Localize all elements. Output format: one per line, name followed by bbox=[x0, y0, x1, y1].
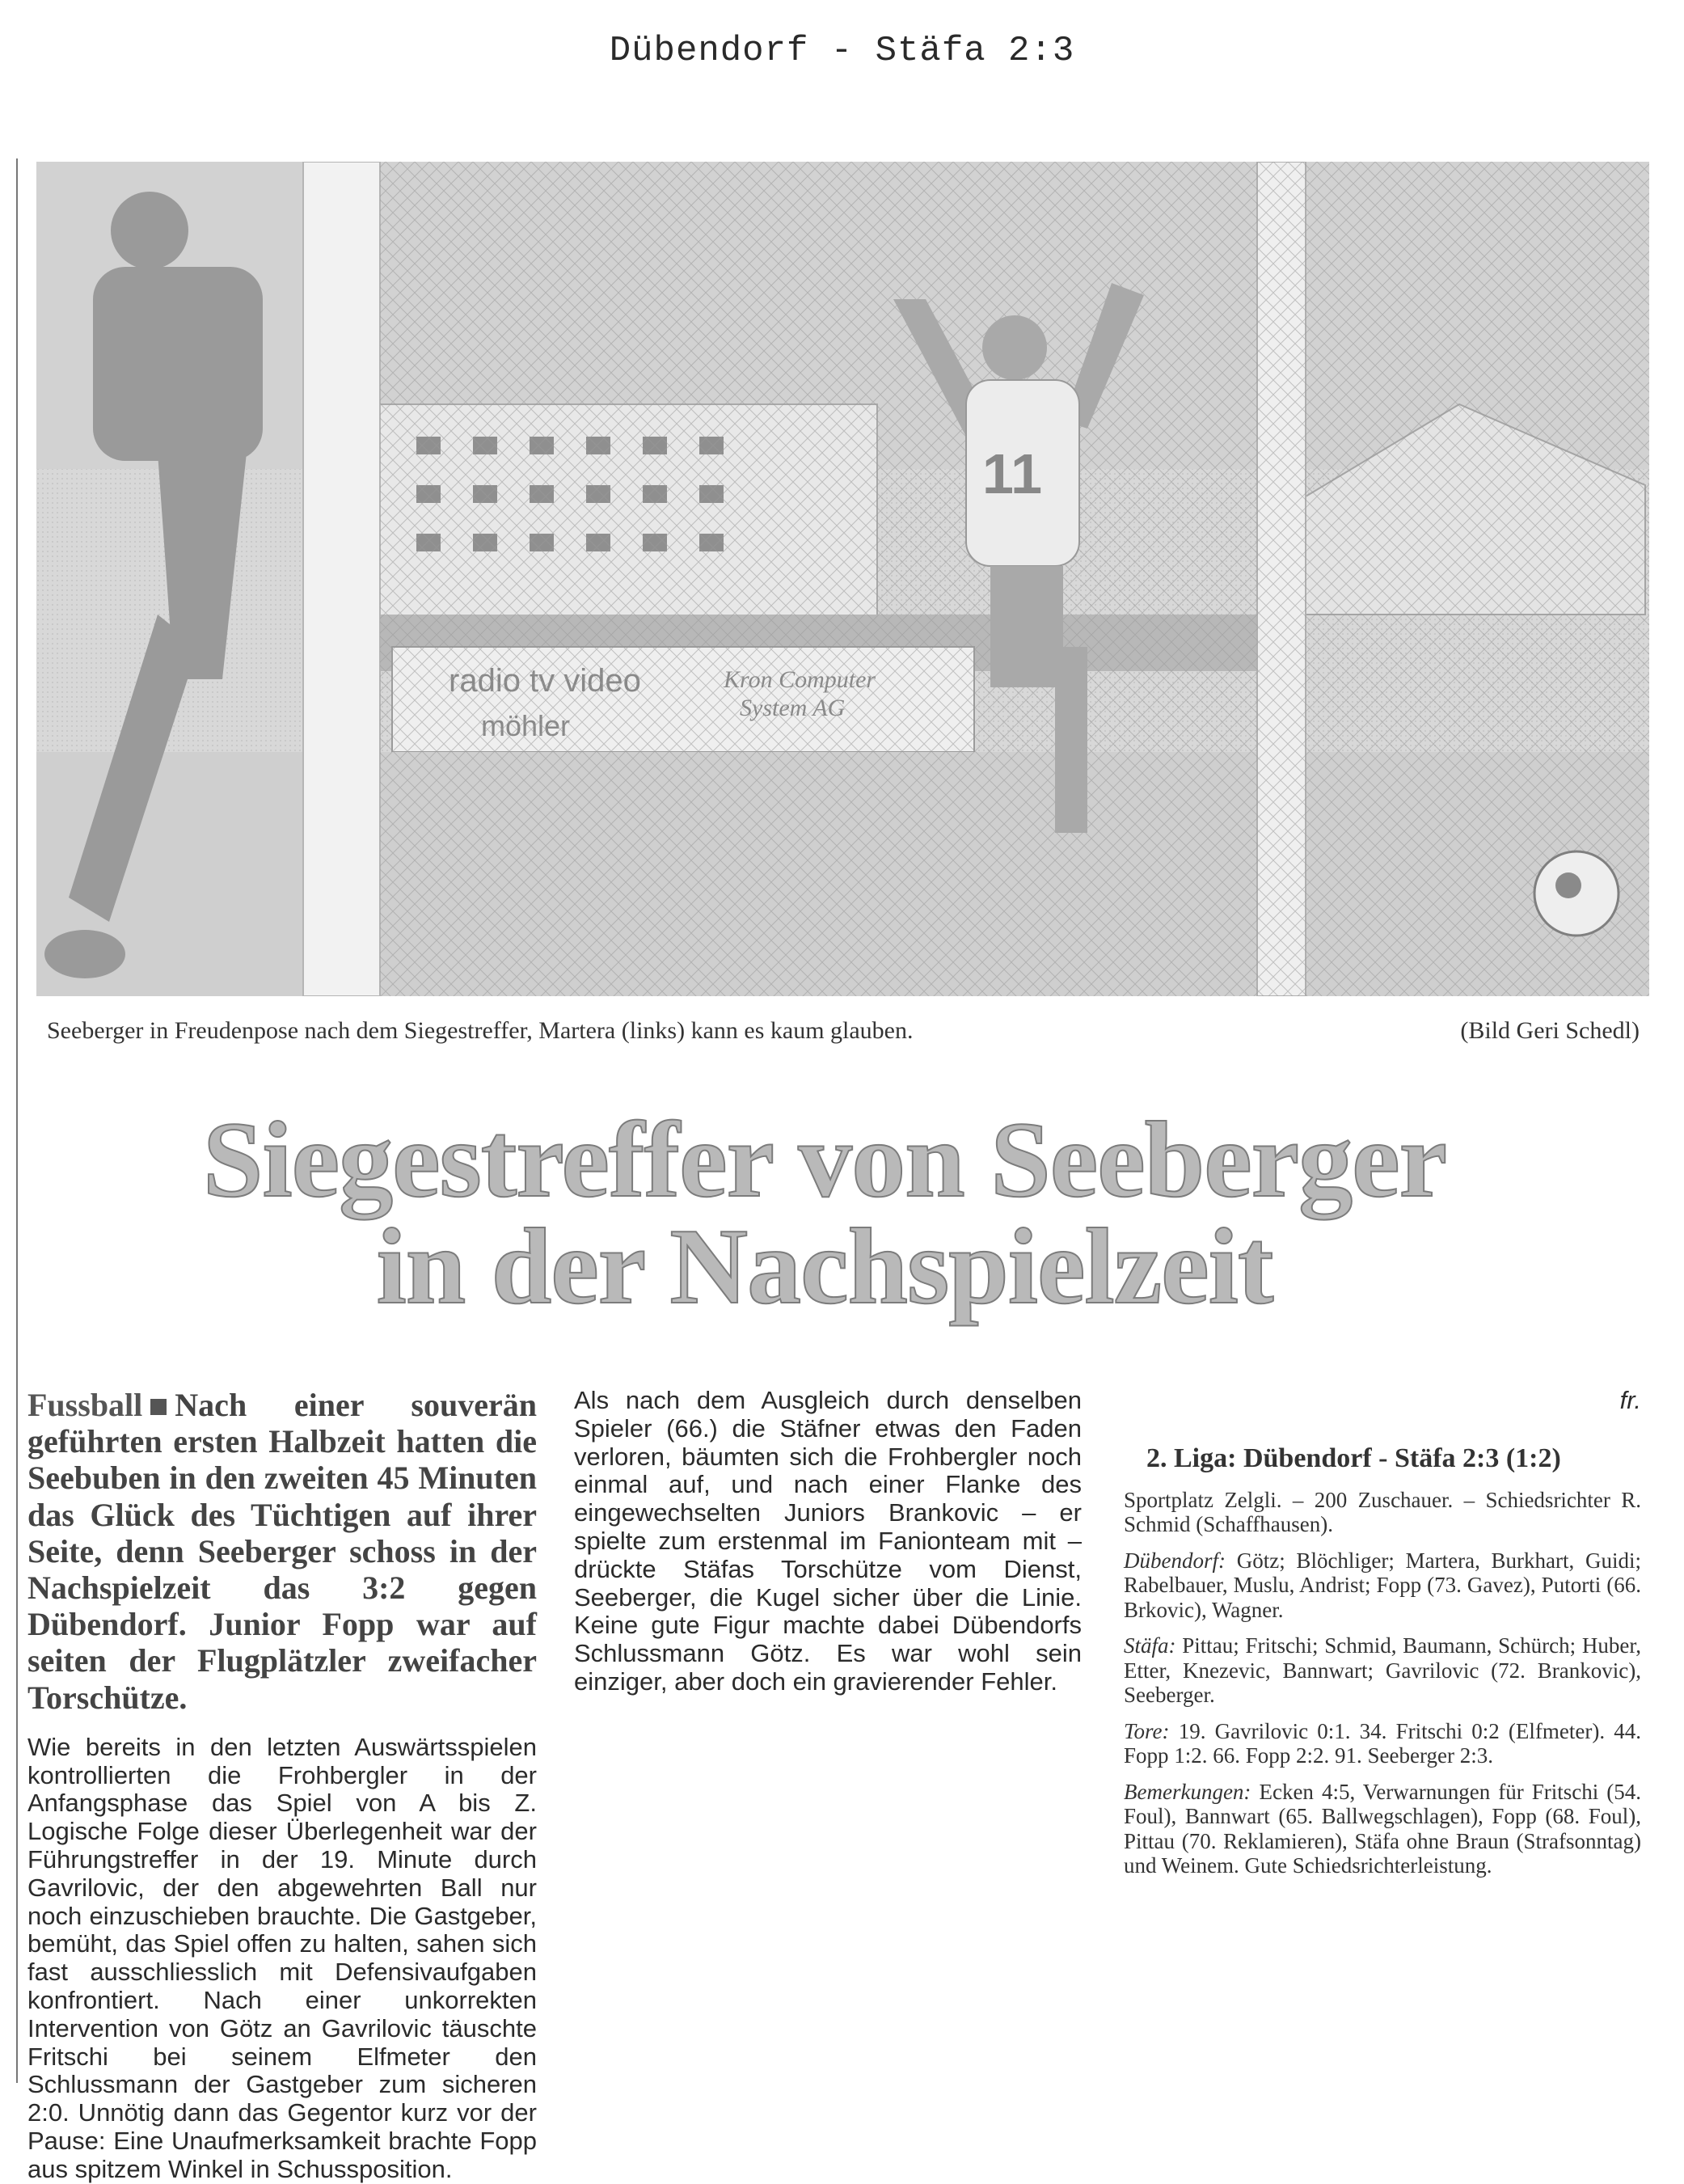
remarks bbox=[1124, 1780, 1641, 1878]
headline-line-2: in der Nachspielzeit bbox=[376, 1206, 1273, 1326]
team2-lineup: Pittau; Fritschi; Schmid, Baumann, Schürch; Huber, Etter, Knezevic, Bannwart; Gavrilovic (72. Brankovic), Seeberger. bbox=[1124, 1633, 1641, 1708]
jersey-number: 11 bbox=[982, 442, 1042, 505]
column-rule bbox=[16, 158, 18, 2083]
goals-list: 19. Gavrilovic 0:1. 34. Fritschi 0:2 (Elfmeter). 44. Fopp 1:2. 66. Fopp 2:2. 91. Seeberger 2:3. bbox=[1124, 1718, 1641, 1768]
handwritten-note: Dübendorf - Stäfa 2:3 bbox=[609, 31, 1075, 71]
article-paragraph-1: Wie bereits in den letzten Auswärtsspielen kontrollierten die Frohbergler in der Anfangsphase das Spiel von A bis Z. Logische Folge dieser Überlegenheit war der Führungstreffer in der 19. Minute durch Gavrilovic, der den abgewehrten Ball nur noch einzuschieben brauchte. Die Gastgeber, bemüht, das Spiel offen zu halten, sahen sich fast ausschliesslich mit Defensivaufgaben konfrontiert. Nach einer unkorrekten Intervention von Götz an Gavrilovic täuschte Fritschi bei seinem Elfmeter den Schlussmann der Gastgeber zum sicheren 2:0. Unnötig dann das Gegentor kurz vor der Pause: Eine Unaufmerksamkeit brachte Fopp aus spitzem Winkel in Schussposition. bbox=[27, 1732, 537, 2183]
remarks-label: Bemerkungen: bbox=[1124, 1779, 1251, 1804]
caption-text: Seeberger in Freudenpose nach dem Siegestreffer, Martera (links) kann es kaum glauben. bbox=[47, 1017, 914, 1044]
match-box-title: 2. Liga: Dübendorf - Stäfa 2:3 (1:2) bbox=[1146, 1443, 1561, 1473]
headline-line-1: Siegestreffer von Seeberger bbox=[202, 1100, 1447, 1219]
remarks-text: Ecken 4:5, Verwarnungen für Fritschi (54. Foul), Bannwart (65. Ballwegschlagen), Fopp (68. Foul), Pittau (70. Reklamieren), Stäfa ohne Braun (Strafsonntag) und Weinem. Gute Schiedsrichterleistung. bbox=[1124, 1779, 1642, 1878]
article-column-3 bbox=[1124, 1387, 1641, 1890]
headline bbox=[32, 1100, 1617, 1326]
photo-credit: (Bild Geri Schedl) bbox=[1460, 1017, 1640, 1044]
lead-text: Nach einer souverän geführten ersten Halbzeit hatten die Seebuben in den zweiten 45 Minuten das Glück des Tüchtigen auf ihrer Seite, denn Seeberger schoss in der Nachspielzeit das 3:2 gegen Dübendorf. Junior Fopp war auf seiten der Flugplätzler zweifacher Torschütze. bbox=[27, 1387, 537, 1716]
author-signature: fr. bbox=[1619, 1386, 1641, 1414]
match-photo bbox=[36, 162, 1649, 996]
goals-label: Tore: bbox=[1124, 1718, 1170, 1743]
match-venue: Sportplatz Zelgli. – 200 Zuschauer. – Schiedsrichter R. Schmid (Schaffhausen). bbox=[1124, 1487, 1641, 1537]
bullet-square bbox=[150, 1399, 167, 1415]
article-column-2 bbox=[574, 1387, 1082, 1696]
team1-lineup: Götz; Blöchliger; Martera, Burkhart, Guidi; Rabelbauer, Muslu, Andrist; Fopp (73. Gavez), Putorti (66. Brkovic), Wagner. bbox=[1124, 1548, 1642, 1622]
team1-label: Dübendorf: bbox=[1124, 1548, 1226, 1573]
photo-caption bbox=[47, 1017, 1640, 1053]
article-column-1 bbox=[27, 1387, 537, 2184]
article-lead bbox=[27, 1387, 537, 1716]
team2-label: Stäfa: bbox=[1124, 1633, 1176, 1658]
lineup-staefa bbox=[1124, 1633, 1641, 1708]
kicker: Fussball bbox=[27, 1387, 143, 1423]
goals bbox=[1124, 1719, 1641, 1768]
article-paragraph-2: Als nach dem Ausgleich durch denselben Spieler (66.) die Stäfner etwas den Faden verloren, bäumten sich die Frohbergler noch einmal auf, und nach einer Flanke des eingewechselten Juniors Brankovic – er spielte zum erstenmal im Fanionteam mit – drückte Stäfas Torschütze vom Dienst, Seeberger, die Kugel sicher über die Linie. Keine gute Figur machte dabei Dübendorfs Schlussmann Götz. Es war wohl sein einziger, aber doch ein gravierender Fehler. bbox=[574, 1386, 1082, 1696]
lineup-duebendorf bbox=[1124, 1548, 1641, 1623]
